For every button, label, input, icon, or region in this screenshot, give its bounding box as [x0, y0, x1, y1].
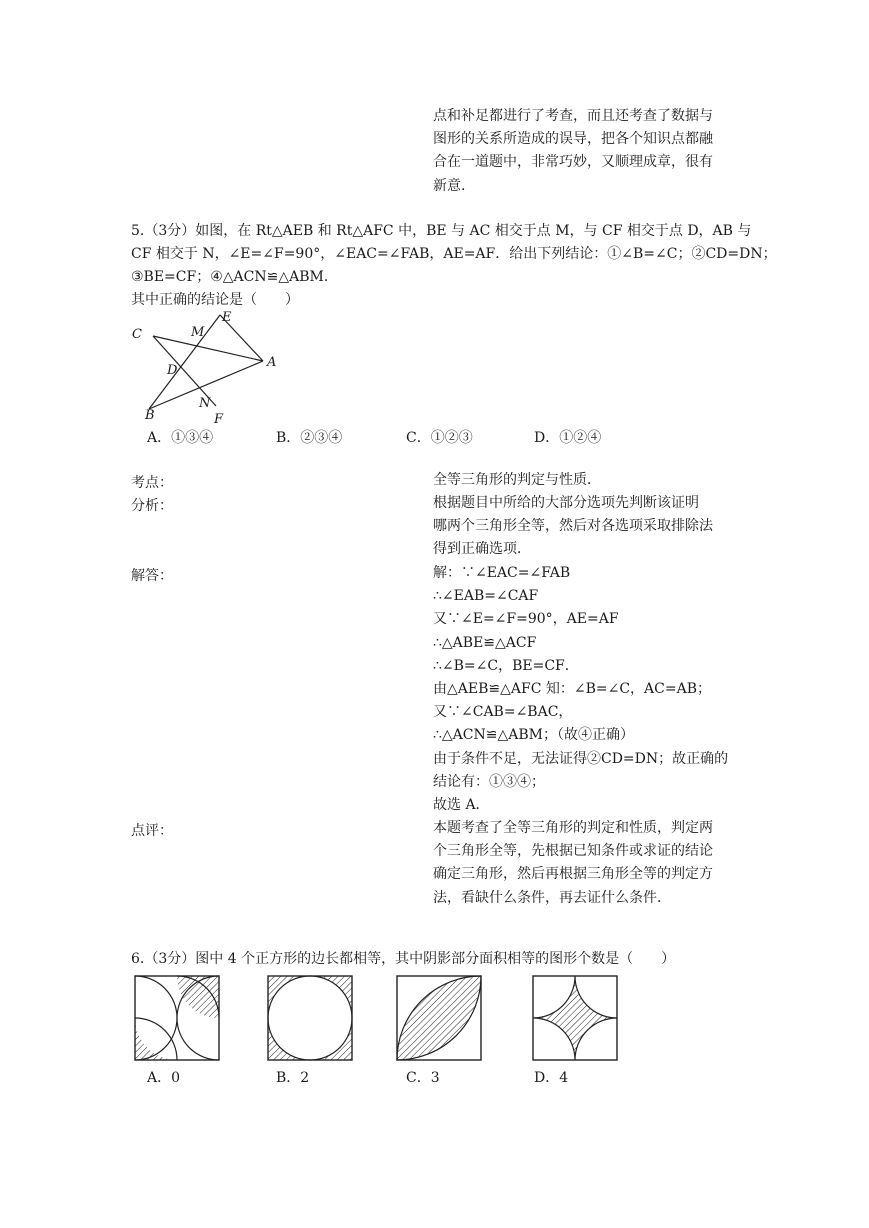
fenxi-line: 根据题目中所给的大部分选项先判断该证明 — [433, 495, 699, 511]
label-c: C — [132, 327, 142, 342]
q5-stem-line-3: ③BE=CF；④△ACN≌△ABM． — [131, 269, 338, 285]
commentary-line: 合在一道题中，非常巧妙，又顺理成章，很有 — [433, 154, 713, 171]
q5-stem-line-1: 5.（3分）如图，在 Rt△AEB 和 Rt△AFC 中，BE 与 AC 相交于点 M，与 CF 相交于点 D，AB 与 — [131, 223, 752, 239]
q5-stem-line-2: CF 相交于 N，∠E=∠F=90°，∠EAC=∠FAB，AE=AF．给出下列结论：①∠B=∠C；②CD=DN； — [131, 246, 777, 262]
dianping-line: 法，看缺什么条件，再去证什么条件． — [433, 889, 671, 906]
figure-d — [533, 976, 617, 1060]
fenxi-label: 分析： — [131, 498, 173, 514]
label-f: F — [214, 412, 224, 427]
jieda-line: 解：∵∠EAC=∠FAB — [433, 565, 571, 581]
q5-geometry-figure — [128, 310, 298, 430]
q6-stem: 6.（3分）图中 4 个正方形的边长都相等，其中阴影部分面积相等的图形个数是（ ） — [131, 951, 676, 967]
dianping-line: 确定三角形，然后再根据三角形全等的判定方 — [433, 866, 713, 883]
jieda-line: 又∵∠CAB=∠BAC， — [433, 704, 573, 721]
jieda-content — [433, 562, 728, 817]
commentary-line: 新意. — [433, 177, 466, 194]
label-m: M — [191, 325, 205, 340]
jieda-line: ∴∠B=∠C，BE=CF． — [433, 657, 579, 674]
label-b: B — [145, 408, 155, 423]
q5-option-a: A．①③④ — [147, 430, 214, 446]
dianping-label: 点评： — [131, 823, 173, 839]
label-d: D — [167, 363, 178, 378]
jieda-line: ∴△ACN≌△ABM；（故④正确） — [433, 727, 634, 744]
q5-option-c: C．①②③ — [406, 430, 473, 446]
q5-option-d: D．①②④ — [534, 430, 602, 446]
jieda-line: 由于条件不足，无法证得②CD=DN；故正确的 — [433, 750, 729, 767]
label-e: E — [222, 310, 232, 325]
continued-commentary — [433, 105, 713, 198]
fenxi-line: 哪两个三角形全等，然后对各选项采取排除法 — [433, 518, 713, 535]
q6-option-c: C．3 — [406, 1070, 440, 1086]
jieda-line: 由△AEB≌△AFC 知：∠B=∠C，AC=AB； — [433, 681, 712, 698]
jieda-line: 又∵∠E=∠F=90°，AE=AF — [433, 611, 619, 628]
label-n: N — [199, 396, 211, 411]
label-a: A — [267, 355, 277, 370]
q6-figures — [130, 973, 630, 1063]
dianping-content — [433, 817, 713, 910]
q6-option-d: D．4 — [534, 1070, 569, 1086]
fenxi-line: 得到正确选项． — [433, 541, 531, 558]
kaodian-label: 考点： — [131, 475, 173, 491]
kaodian-content — [433, 469, 601, 492]
q6-option-b: B．2 — [276, 1070, 310, 1086]
jieda-line: 结论有：①③④； — [433, 773, 545, 790]
commentary-line: 点和补足都进行了考查，而且还考查了数据与 — [433, 108, 713, 124]
figure-c — [397, 976, 481, 1060]
q5-stem-line-4: 其中正确的结论是（ ） — [131, 292, 299, 308]
q5-option-b: B．②③④ — [276, 430, 343, 446]
jieda-label: 解答： — [131, 568, 173, 584]
figure-a — [135, 976, 219, 1060]
dianping-line: 个三角形全等，先根据已知条件或求证的结论 — [433, 843, 713, 860]
kaodian-line: 全等三角形的判定与性质． — [433, 472, 601, 488]
jieda-line: 故选 A． — [433, 797, 490, 814]
fenxi-content — [433, 492, 713, 562]
jieda-line: ∴∠EAB=∠CAF — [433, 588, 539, 605]
jieda-line: ∴△ABE≌△ACF — [433, 634, 537, 651]
q6-option-a: A．0 — [147, 1070, 181, 1086]
commentary-line: 图形的关系所造成的误导，把各个知识点都融 — [433, 131, 713, 148]
figure-b — [268, 976, 352, 1060]
dianping-line: 本题考查了全等三角形的判定和性质，判定两 — [433, 820, 713, 836]
